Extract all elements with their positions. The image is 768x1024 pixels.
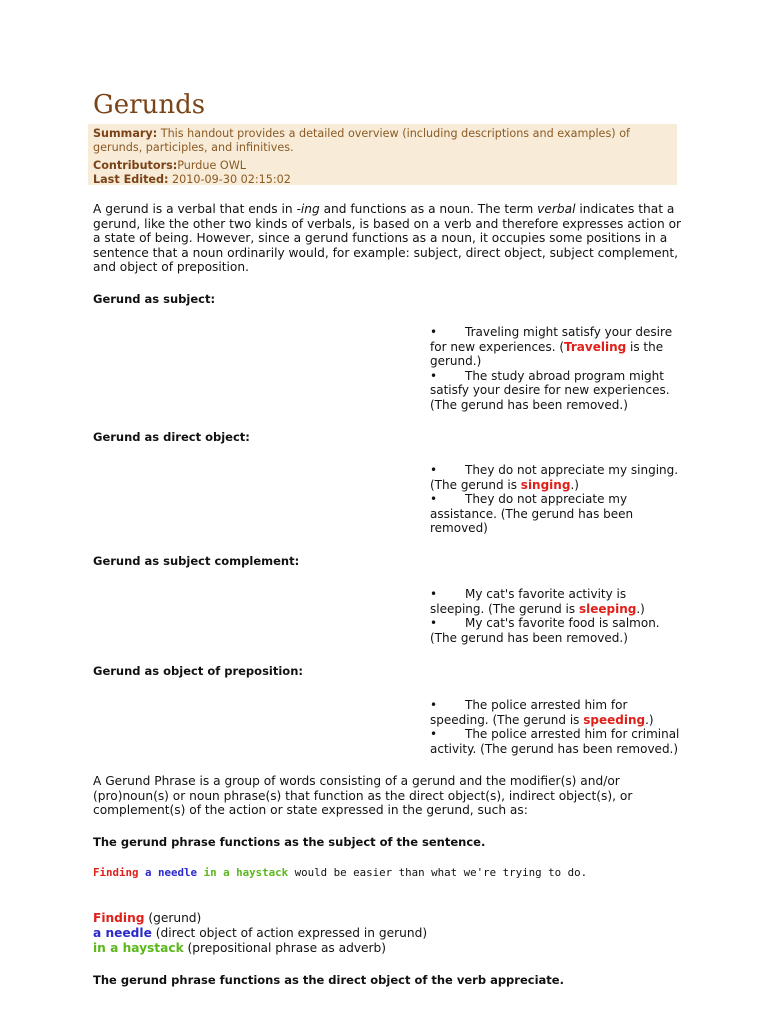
legend-line	[93, 926, 427, 941]
phrase-subject-heading: The gerund phrase functions as the subject of the sentence.	[93, 835, 486, 849]
example-text: They do not appreciate my singing. (The gerund is	[430, 463, 679, 492]
legend-line	[93, 911, 427, 926]
example-text: The study abroad program might satisfy your desire for new experiences. (The gerund has been removed.)	[430, 368, 670, 412]
contributors-value: Purdue OWL	[177, 159, 246, 172]
example-text: .)	[645, 712, 654, 727]
summary-box	[88, 124, 677, 185]
section-heading: Gerund as subject:	[93, 292, 216, 306]
bullet: •	[430, 727, 438, 742]
intro-verbal: verbal	[537, 202, 576, 216]
example-text: is the gerund.)	[430, 339, 664, 369]
section-heading: Gerund as object of preposition:	[93, 664, 303, 678]
example-text: My cat's favorite activity is sleeping. (The gerund is	[430, 587, 627, 616]
bullet: •	[430, 325, 438, 339]
summary-text	[93, 127, 672, 155]
example-text: They do not appreciate my assistance. (The gerund has been removed)	[430, 492, 634, 536]
gerund-highlight: speeding	[583, 712, 646, 727]
intro-text-3: indicates that a gerund, like the other two kinds of verbals, is based on a verb and therefore expresses action or a state of being. However, since a gerund functions as a noun, it occupies some positions in a sentence that a noun ordinarily would, for example: subject, direct object, subject complement, and object of preposition.	[93, 202, 682, 275]
sentence-finding: Finding	[93, 866, 139, 879]
example-text: .)	[570, 477, 579, 492]
intro-text-2: and functions as a noun. The term	[319, 202, 538, 216]
bullet: •	[430, 587, 438, 601]
bullet: •	[430, 463, 438, 477]
example-text: The police arrested him for speeding. (The gerund is	[430, 698, 628, 727]
last-edited	[93, 173, 672, 187]
bullet: •	[430, 368, 438, 383]
section-heading: Gerund as direct object:	[93, 430, 250, 444]
gerund-highlight: Traveling	[564, 339, 627, 354]
example-text: The police arrested him for criminal activity. (The gerund has been removed.)	[430, 727, 680, 756]
intro-paragraph	[93, 202, 683, 275]
sentence-rest: would be easier than what we're trying to do.	[294, 866, 588, 879]
example-item	[430, 369, 680, 413]
intro-ing: -ing	[296, 202, 320, 216]
legend-desc: (gerund)	[144, 911, 202, 925]
example-item	[430, 727, 680, 756]
summary-body: This handout provides a detailed overview (including descriptions and examples) of gerunds, participles, and infinitives.	[93, 127, 630, 154]
example-item	[430, 698, 680, 727]
example-text: Traveling might satisfy your desire for new experiences. (	[430, 325, 673, 354]
example-item	[430, 463, 680, 492]
bullet: •	[430, 616, 438, 631]
legend-line	[93, 941, 427, 956]
phrase-object-heading: The gerund phrase functions as the direct object of the verb appreciate.	[93, 973, 564, 987]
bullet: •	[430, 698, 438, 712]
example-item	[430, 616, 680, 645]
example-list	[430, 463, 680, 536]
page-title: Gerunds	[93, 90, 206, 120]
sentence-haystack: in a haystack	[203, 866, 289, 879]
legend-haystack: in a haystack	[93, 941, 184, 955]
section-heading: Gerund as subject complement:	[93, 554, 300, 568]
legend-desc: (direct object of action expressed in gerund)	[151, 926, 428, 940]
example-sentence	[93, 866, 587, 879]
legend-needle: a needle	[93, 926, 152, 940]
legend-finding: Finding	[93, 911, 145, 925]
bullet: •	[430, 492, 438, 507]
contributors-label: Contributors:	[93, 159, 178, 172]
example-list	[430, 325, 680, 413]
example-item	[430, 325, 680, 369]
example-list	[430, 698, 680, 756]
example-item	[430, 492, 680, 536]
phrase-legend	[93, 911, 427, 956]
last-edited-label: Last Edited:	[93, 173, 169, 186]
contributors	[93, 159, 672, 173]
gerund-highlight: sleeping	[578, 601, 637, 616]
gerund-highlight: singing	[520, 477, 571, 492]
example-text: My cat's favorite food is salmon. (The gerund has been removed.)	[430, 616, 660, 645]
example-list	[430, 587, 680, 645]
intro-text-1: A gerund is a verbal that ends in	[93, 202, 297, 216]
legend-desc: (prepositional phrase as adverb)	[183, 941, 387, 955]
summary-label: Summary:	[93, 127, 158, 140]
last-edited-value: 2010-09-30 02:15:02	[172, 173, 291, 186]
example-item	[430, 587, 680, 616]
sentence-needle: a needle	[145, 866, 198, 879]
example-text: .)	[636, 601, 645, 616]
gerund-phrase-paragraph: A Gerund Phrase is a group of words consisting of a gerund and the modifier(s) and/or (pro)noun(s) or noun phrase(s) that function as the direct object(s), indirect object(s), or complement(s) of the action or state expressed in the gerund, such as:	[93, 774, 633, 818]
